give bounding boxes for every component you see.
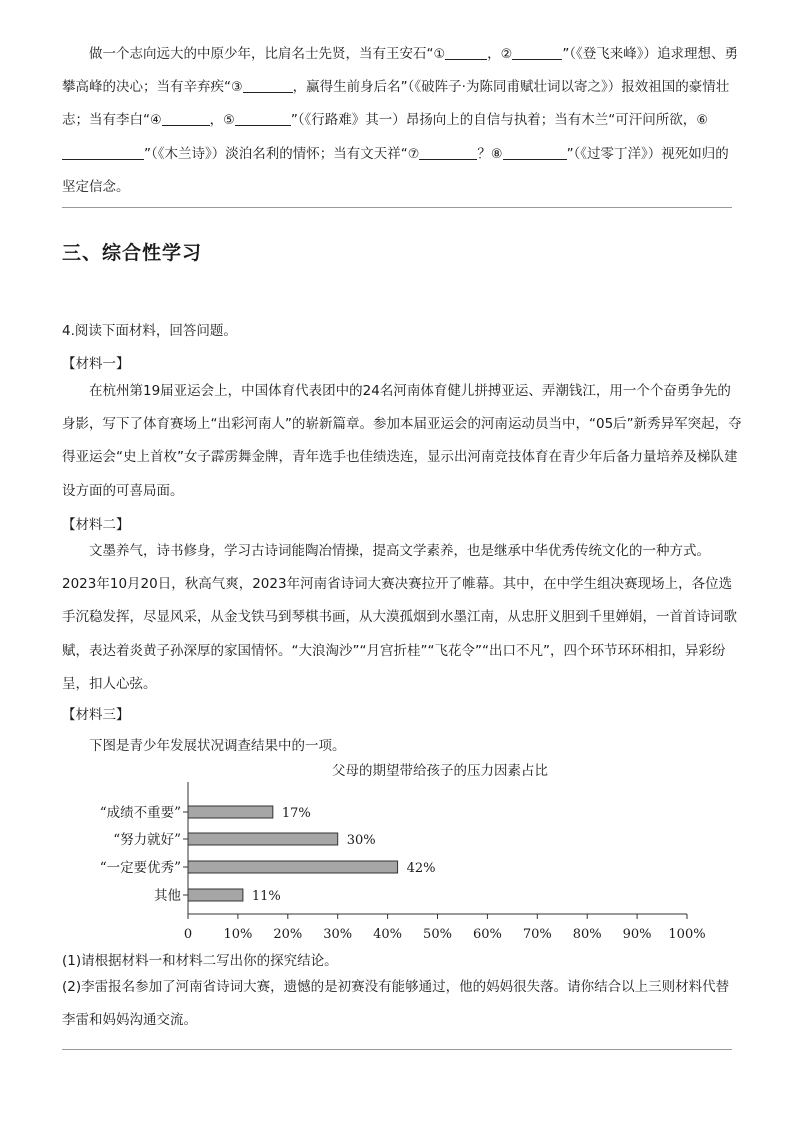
material-2-text: 文墨养气，诗书修身，学习古诗词能陶冶情操，提高文学素养，也是继承中华优秀传统文化的一种方式。2023年10月20日，秋高气爽，2023年河南省诗词大赛决赛拉开了帷幕。其中，在中学生组决赛现场上，各位选手沉稳发挥，尽显风采，从金戈铁马到琴棋书画，从大漠孤烟到水墨江南，从忠肝义胆到千里婵娟，一首首诗词歌赋，表达着炎黄子孙深厚的家国情怀。“大浪淘沙”“月宫折桂”“飞花令”“出口不凡”，四个环节环环相扣，异彩纷呈，扣人心弦。 — [62, 543, 737, 692]
bar — [188, 833, 338, 845]
material-3-label: 【材料三】 — [62, 707, 130, 723]
x-tick-label: 60% — [472, 927, 502, 942]
x-tick-label: 70% — [522, 927, 552, 942]
value-label: 42% — [406, 861, 436, 876]
poetry-line1-tail: ”（《登飞来峰》） — [562, 46, 658, 62]
x-tick-label: 10% — [223, 927, 253, 942]
question-intro: 4.阅读下面材料，回答问题。 — [62, 323, 237, 339]
poetry-line2-text: 追求理想、勇攀高峰的决心；当有辛弃疾“ — [62, 46, 739, 96]
divider — [62, 1049, 732, 1050]
x-tick-label: 40% — [373, 927, 403, 942]
x-tick-label: 100% — [668, 927, 706, 942]
category-label: 其他 — [154, 888, 181, 904]
x-tick-label: 30% — [323, 927, 353, 942]
category-label: “一定要优秀” — [99, 860, 181, 876]
answer-blank-5[interactable] — [235, 111, 291, 126]
category-label: “成绩不重要” — [99, 805, 181, 821]
answer-blank-1[interactable] — [445, 45, 487, 60]
category-label: “努力就好” — [113, 832, 181, 848]
bar — [188, 861, 398, 873]
blank-number-3: ③ — [231, 80, 243, 96]
answer-blank-7[interactable] — [419, 145, 477, 160]
answer-blank-6[interactable] — [62, 145, 144, 160]
question-1: (1)请根据材料一和材料二写出你的探究结论。 — [62, 953, 338, 969]
blank-separator: ？ — [477, 145, 491, 162]
blank-number-1: ① — [433, 47, 446, 62]
blank-number-6: ⑥ — [696, 113, 708, 129]
bar — [188, 806, 273, 818]
blank-number-4: ④ — [150, 113, 162, 129]
blank-number-2: ② — [500, 47, 513, 62]
question-2: (2)李雷报名参加了河南省诗词大赛，遗憾的是初赛没有能够通过，他的妈妈很失落。请你结合以上三则材料代替李雷和妈妈沟通交流。 — [62, 979, 730, 1029]
answer-blank-3[interactable] — [243, 78, 293, 93]
blank-number-5: ⑤ — [223, 113, 235, 129]
poetry-line1-text: 做一个志向远大的中原少年，比肩名士先贤，当有王安石“ — [89, 46, 434, 62]
blank-number-8: ⑧ — [490, 146, 503, 162]
bar — [188, 889, 243, 901]
poetry-line4-tail: ”（《木兰诗》）淡泊名利的情怀；当有文天祥 — [144, 145, 401, 162]
blank-separator: ， — [209, 112, 224, 129]
x-tick-label: 90% — [622, 927, 652, 942]
x-tick-label: 80% — [572, 927, 602, 942]
answer-blank-8[interactable] — [503, 145, 567, 160]
blank-number-7: ⑦ — [407, 146, 420, 162]
poetry-line2-tail: ，赢得生前身后名”（《破阵子·为陈同甫赋壮词以寄 — [292, 79, 588, 96]
material-3-text: 下图是青少年发展状况调查结果中的一项。 — [89, 738, 346, 754]
chart-title: 父母的期望带给孩子的压力因素占比 — [332, 763, 548, 779]
section-title: 三、综合性学习 — [62, 242, 203, 264]
poetry-line5-text: “ — [400, 145, 408, 162]
x-tick-label: 50% — [423, 927, 452, 942]
poetry-line3-tail: ”（《行路难》其一）昂扬向上的自信与 — [290, 112, 514, 129]
poetry-line5-tail: ”（《过零丁洋》）视死如归的坚定信念。 — [62, 145, 729, 195]
material-1-text: 在杭州第19届亚运会上，中国体育代表团中的24名河南体育健儿拼搏亚运、弄潮钱江，用一个个奋勇争先的身影，写下了体育赛场上“出彩河南人”的崭新篇章。参加本届亚运会的河南运动员当中，“05后”新秀异军突起，夺得亚运会“史上首枚”女子霹雳舞金牌，青年选手也佳绩迭连，显示出河南竞技体育在青少年后备力量培养及梯队建设方面的可喜局面。 — [62, 383, 742, 499]
poetry-paragraph — [62, 38, 742, 204]
answer-blank-2[interactable] — [512, 45, 562, 60]
value-label: 17% — [281, 806, 311, 821]
x-tick-label: 20% — [273, 927, 303, 942]
x-tick-label: 0 — [183, 927, 193, 942]
material-1-label: 【材料一】 — [62, 356, 130, 372]
divider — [62, 207, 732, 208]
material-2-label: 【材料二】 — [62, 517, 130, 533]
value-label: 30% — [346, 833, 376, 848]
value-label: 11% — [251, 889, 281, 904]
blank-separator: ， — [487, 46, 501, 62]
poetry-line3-text: 之》）报效祖国的豪情壮志；当有李白“ — [62, 79, 730, 129]
answer-blank-4[interactable] — [162, 111, 210, 126]
poetry-line4-text: 执着；当有木兰“可汗问所欲， — [513, 112, 697, 129]
